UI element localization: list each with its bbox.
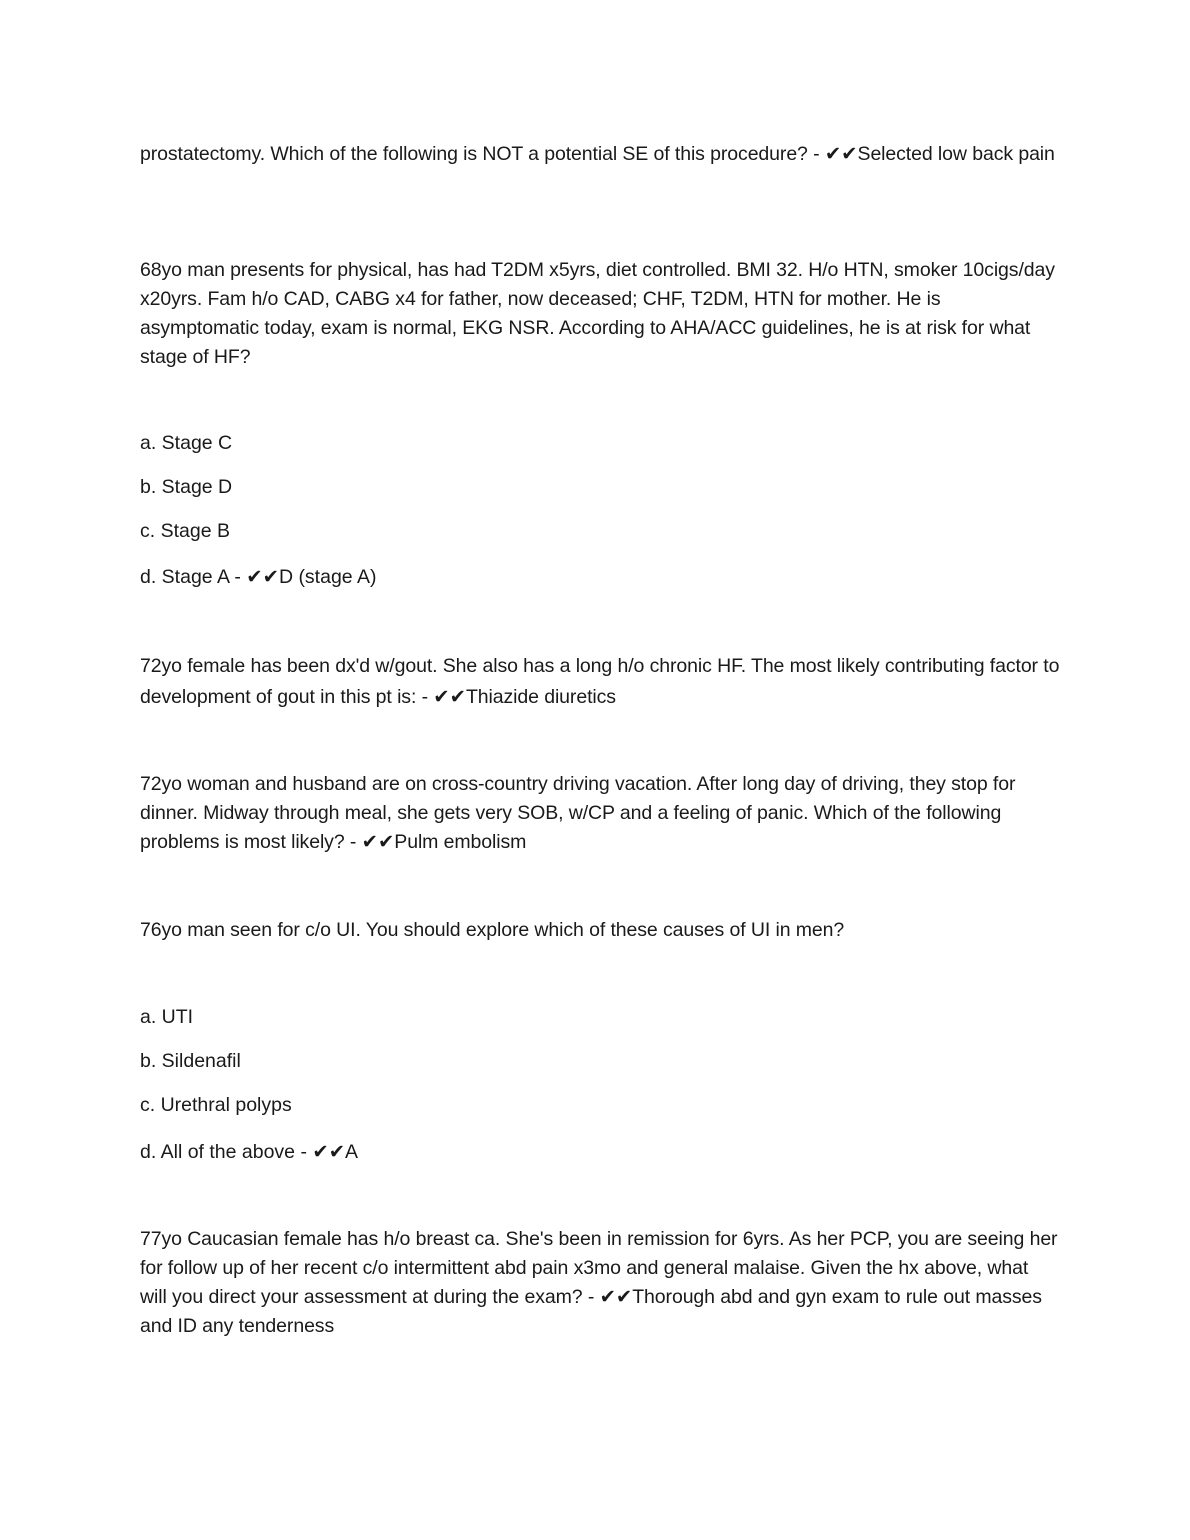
- option-a: a. UTI: [140, 1006, 194, 1028]
- option-d-text: d. Stage A -: [140, 566, 247, 588]
- qa-block-heart-failure-stage: [140, 256, 1060, 372]
- question-text: 72yo woman and husband are on cross-country driving vacation. After long day of driving, they stop for dinner. Midway through meal, she gets very SOB, w/CP and a feeling of panic. Which of the following problems is most likely? -: [140, 773, 1016, 853]
- question-text: 76yo man seen for c/o UI. You should explore which of these causes of UI in men?: [140, 919, 845, 941]
- question-text: 77yo Caucasian female has h/o breast ca. She's been in remission for 6yrs. As her PCP, you are seeing her for follow up of her recent c/o intermittent abd pain x3mo and general malaise. Given the hx above, what will you direct your assessment at during the exam? -: [140, 1228, 1058, 1308]
- option-d: [140, 1138, 1060, 1167]
- option-c: c. Urethral polyps: [140, 1094, 292, 1116]
- check-icon: ✔✔: [361, 831, 395, 853]
- option-d: [140, 563, 1060, 592]
- answer-text: D (stage A): [278, 566, 377, 588]
- option-b: b. Stage D: [140, 476, 233, 498]
- answer-text: Thorough abd and gyn exam to rule out masses and ID any tenderness: [140, 1286, 1042, 1337]
- check-icon: ✔✔: [246, 566, 279, 588]
- check-icon: ✔✔: [433, 686, 466, 708]
- question-text: prostatectomy. Which of the following is NOT a potential SE of this procedure? -: [140, 143, 825, 165]
- option-c: c. Stage B: [140, 520, 230, 542]
- answer-text: Thiazide diuretics: [465, 686, 616, 708]
- qa-block-prostatectomy: [140, 140, 1060, 169]
- answer-text: A: [345, 1141, 359, 1163]
- qa-block-gout: [140, 651, 1060, 713]
- check-icon: ✔✔: [599, 1286, 633, 1308]
- qa-block-breast-cancer-followup: [140, 1225, 1060, 1341]
- check-icon: ✔✔: [824, 143, 858, 165]
- qa-block-urinary-incontinence: [140, 916, 1060, 945]
- option-d-text: d. All of the above -: [140, 1141, 313, 1163]
- question-text: 68yo man presents for physical, has had T2DM x5yrs, diet controlled. BMI 32. H/o HTN, smoker 10cigs/day x20yrs. Fam h/o CAD, CABG x4 for father, now deceased; CHF, T2DM, HTN for mother. He is asymptomatic today, exam is normal, EKG NSR. According to AHA/ACC guidelines, he is at risk for what stage of HF?: [140, 259, 1055, 368]
- question-text: 72yo female has been dx'd w/gout. She also has a long h/o chronic HF. The most likely contributing factor to development of gout in this pt is: -: [140, 655, 1060, 708]
- qa-block-pulmonary-embolism: [140, 770, 1060, 857]
- answer-text: Selected low back pain: [857, 143, 1055, 165]
- option-a: a. Stage C: [140, 432, 233, 454]
- option-b: b. Sildenafil: [140, 1050, 241, 1072]
- check-icon: ✔✔: [312, 1141, 346, 1163]
- answer-text: Pulm embolism: [394, 831, 527, 853]
